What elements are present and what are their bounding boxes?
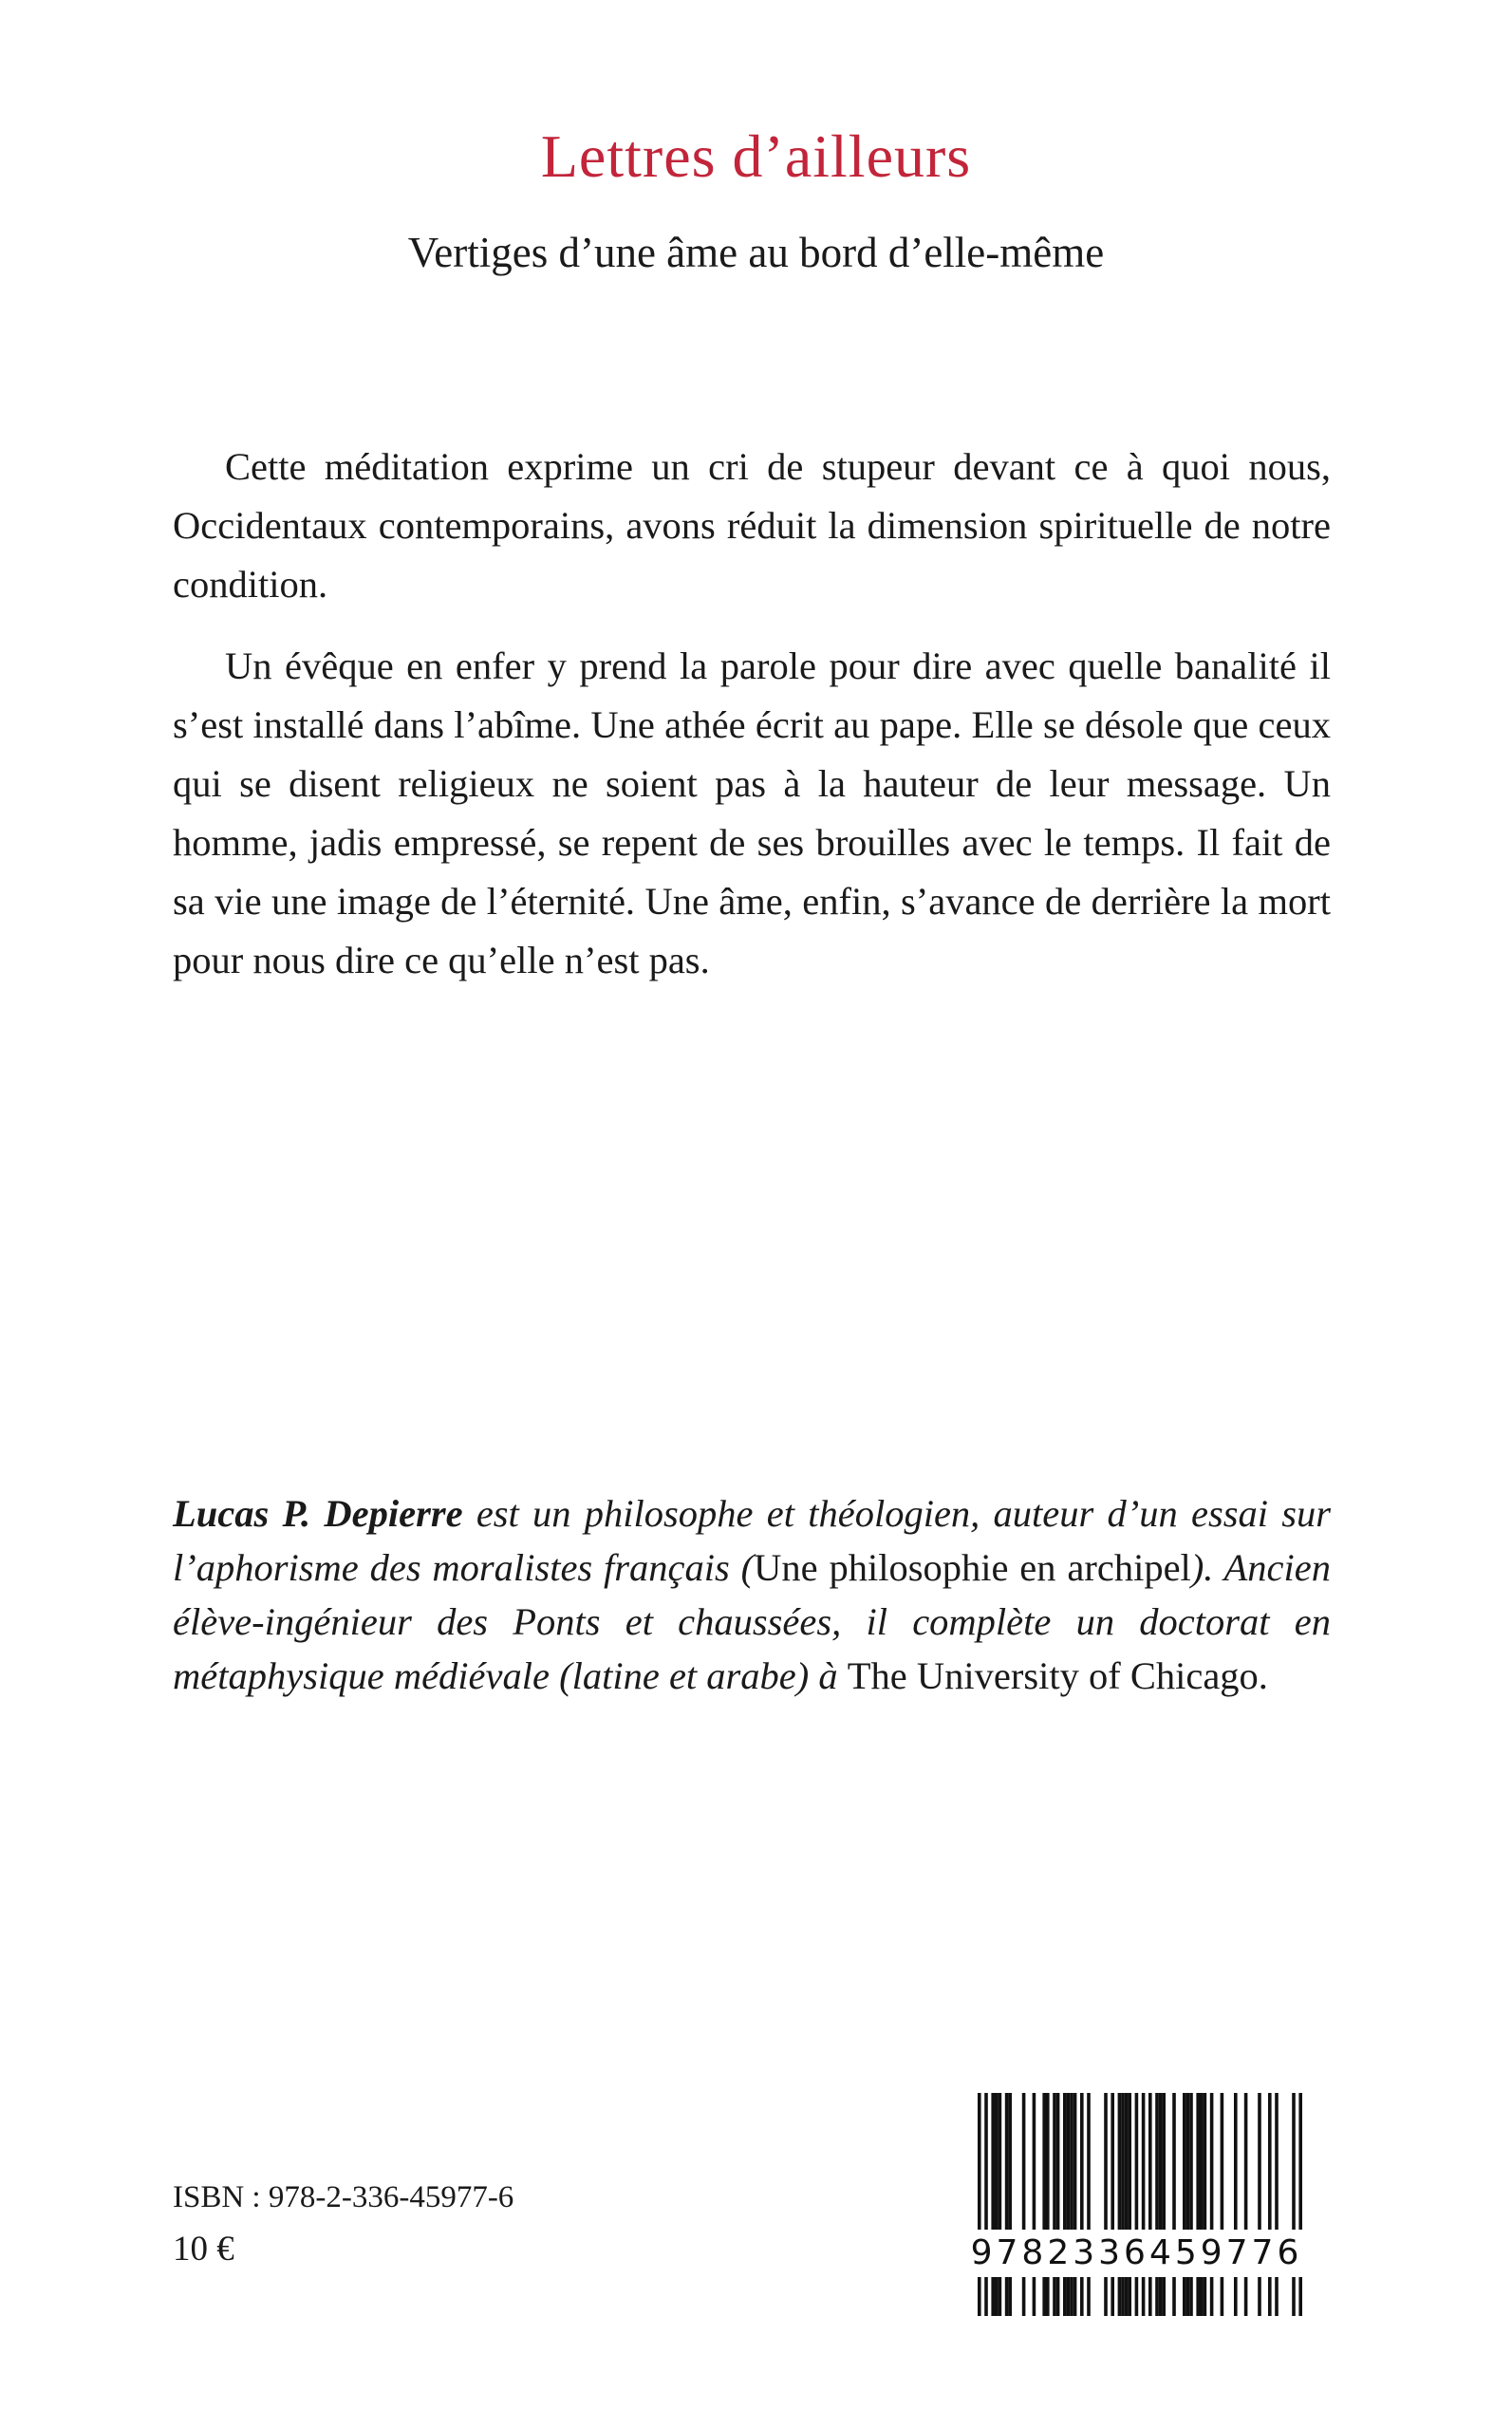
barcode-bar <box>1204 2093 1207 2316</box>
barcode-bar <box>1118 2093 1122 2316</box>
barcode-bar <box>1210 2093 1214 2316</box>
barcode-bar <box>1268 2093 1272 2316</box>
barcode-bar <box>1022 2093 1026 2316</box>
barcode-bar <box>1056 2093 1060 2316</box>
barcode-bar <box>1189 2093 1193 2316</box>
barcode-bar <box>1162 2093 1166 2316</box>
barcode-bar <box>1172 2093 1176 2316</box>
barcode-bar <box>1196 2093 1200 2316</box>
author-bio-part-1: est un philosophe et théologien, auteur d’un essai sur l’aphorisme des moralistes français ( <box>173 1492 1332 1589</box>
barcode-bar <box>1298 2093 1302 2316</box>
barcode-bar <box>1183 2093 1186 2316</box>
barcode-bar <box>1046 2093 1050 2316</box>
barcode-bar <box>995 2093 999 2316</box>
author-bio <box>173 1486 1331 1703</box>
barcode-bar <box>1042 2093 1046 2316</box>
barcode-bar <box>1008 2093 1012 2316</box>
book-subtitle: Vertiges d’une âme au bord d’elle-même <box>407 229 1105 276</box>
barcode-bar <box>1111 2093 1114 2316</box>
author-book-title: Une philosophie en archipel <box>754 1546 1191 1589</box>
barcode-digits: 9782336459776 <box>959 2230 1315 2277</box>
barcode-bar <box>1292 2093 1296 2316</box>
barcode-bar <box>1125 2093 1129 2316</box>
barcode-icon <box>959 2093 1315 2316</box>
barcode-bar <box>1005 2093 1009 2316</box>
blurb-paragraph-1: Cette méditation exprime un cri de stupeur devant ce à quoi nous, Occidentaux contemporains, avons réduit la dimension spirituelle de notre condition. <box>173 445 1331 606</box>
barcode-bar <box>1087 2093 1091 2316</box>
barcode-bar <box>1121 2093 1125 2316</box>
barcode-bar <box>1186 2093 1190 2316</box>
isbn-number: ISBN : 978-2-336-45977-6 <box>173 2180 514 2214</box>
barcode-bar <box>978 2093 981 2316</box>
barcode-bar <box>1234 2093 1238 2316</box>
author-name: Lucas P. Depierre <box>173 1492 463 1535</box>
barcode-bar <box>1159 2093 1163 2316</box>
barcode-bar <box>1080 2093 1084 2316</box>
price: 10 € <box>173 2230 234 2269</box>
barcode-bar <box>1063 2093 1067 2316</box>
barcode-bar <box>1275 2093 1279 2316</box>
barcode-bar <box>1148 2093 1152 2316</box>
barcode-bar <box>1067 2093 1071 2316</box>
author-university: The University of Chicago. <box>847 1654 1268 1697</box>
barcode-bar <box>1128 2093 1131 2316</box>
barcode-bar <box>1053 2093 1056 2316</box>
barcode-bar <box>1244 2093 1248 2316</box>
barcode-bar <box>1221 2093 1224 2316</box>
barcode-bar <box>984 2093 988 2316</box>
barcode-bar <box>1033 2093 1036 2316</box>
barcode-bar <box>1070 2093 1073 2316</box>
barcode-bar <box>1135 2093 1139 2316</box>
barcode-bar <box>1258 2093 1261 2316</box>
barcode-bar <box>1104 2093 1108 2316</box>
barcode-bar <box>999 2093 1002 2316</box>
barcode-bar <box>1142 2093 1146 2316</box>
barcode-bar <box>1155 2093 1159 2316</box>
barcode-bar <box>991 2093 995 2316</box>
barcode-bar <box>1200 2093 1204 2316</box>
book-title: Lettres d’ailleurs <box>540 122 972 190</box>
author-bio-part-2: ). Ancien élève-ingénieur des Ponts et chaussées, il complète un doctorat en métaphysique médiévale (latine et arabe) à <box>173 1546 1331 1697</box>
blurb-paragraph-2: Un évêque en enfer y prend la parole pour dire avec quelle banalité il s’est installé dans l’abîme. Une athée écrit au pape. Elle se désole que ceux qui se disent religieux ne soient pas à la hauteur de leur message. Un homme, jadis empressé, se repent de ses brouilles avec le temps. Il fait de sa vie une image de l’éternité. Une âme, enfin, s’avance de derrière la mort pour nous dire ce qu’elle n’est pas. <box>173 644 1331 981</box>
barcode-bar <box>1073 2093 1077 2316</box>
